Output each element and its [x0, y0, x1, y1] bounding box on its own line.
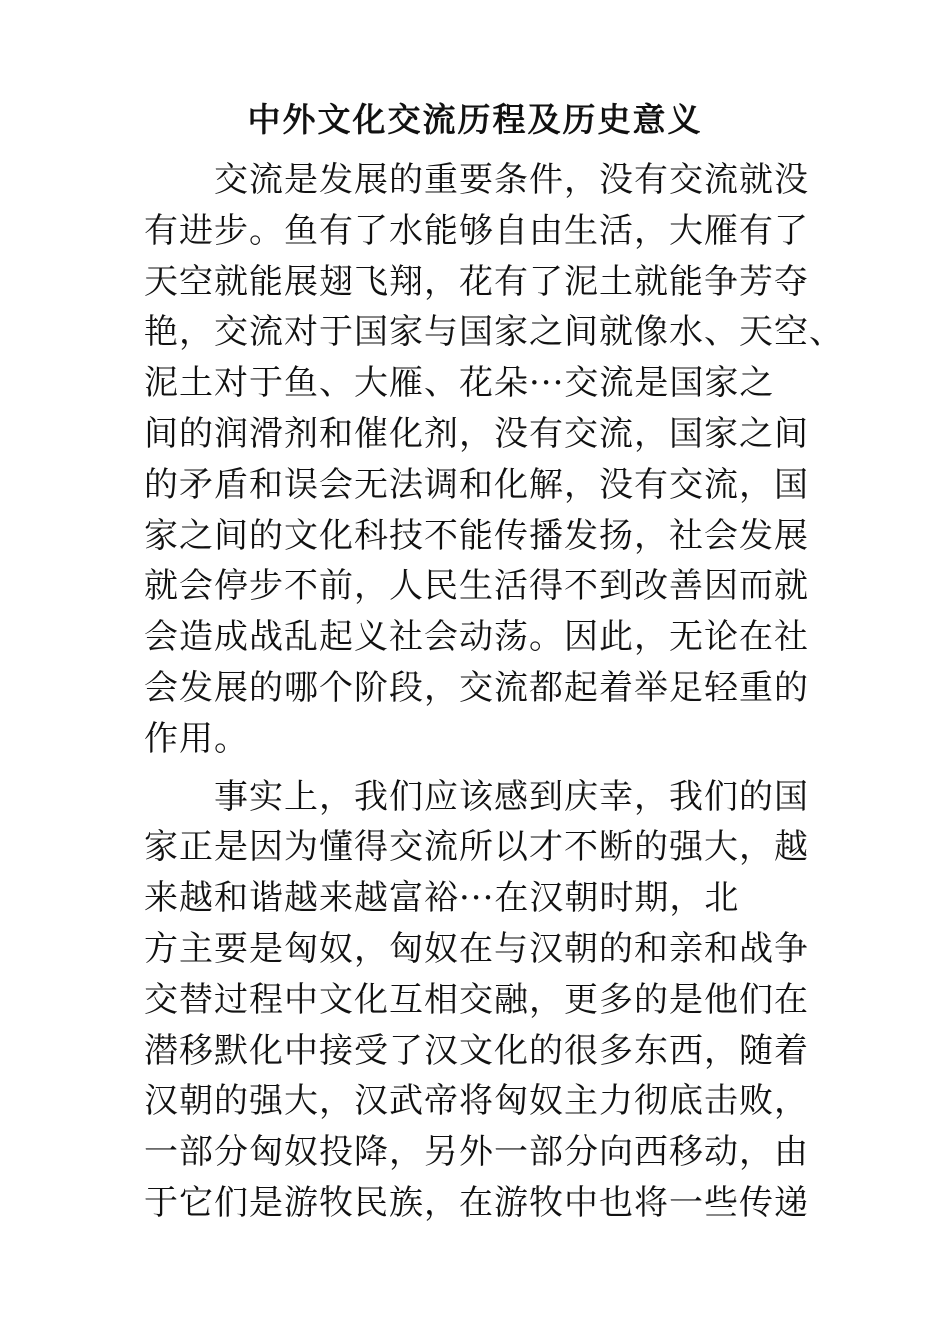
paragraph-line: 潜移默化中接受了汉文化的很多东西，随着: [144, 1030, 809, 1071]
paragraph-line: 泥土对于鱼、大雁、花朵···交流是国家之: [144, 363, 775, 404]
paragraph-line: 会造成战乱起义社会动荡。因此，无论在社: [144, 617, 809, 658]
document-body: [144, 155, 844, 1229]
paragraph-line: 艳，交流对于国家与国家之间就像水、天空、: [144, 312, 844, 353]
paragraph-line: 有进步。鱼有了水能够自由生活，大雁有了: [144, 210, 809, 251]
paragraph-line: 作用。: [144, 718, 249, 759]
paragraph-line: 会发展的哪个阶段，交流都起着举足轻重的: [144, 667, 809, 708]
paragraph-line: 一部分匈奴投降，另外一部分向西移动，由: [144, 1132, 809, 1173]
paragraph-line: 交流是发展的重要条件，没有交流就没: [214, 160, 809, 200]
paragraph-spacer: [144, 765, 814, 772]
paragraph-line: 间的润滑剂和催化剂，没有交流，国家之间: [144, 413, 809, 454]
paragraph-line: 汉朝的强大，汉武帝将匈奴主力彻底击败，: [144, 1081, 809, 1122]
paragraph-line: 来越和谐越来越富裕···在汉朝时期，北: [144, 878, 740, 919]
paragraph-line: 就会停步不前，人民生活得不到改善因而就: [144, 566, 809, 607]
paragraph-2: [144, 772, 814, 1229]
paragraph-line: 交替过程中文化互相交融，更多的是他们在: [144, 979, 809, 1020]
paragraph-1: [144, 155, 844, 765]
document-title: 中外文化交流历程及历史意义: [247, 100, 703, 139]
paragraph-line: 天空就能展翅飞翔，花有了泥土就能争芳夺: [144, 261, 809, 302]
paragraph-line: 事实上，我们应该感到庆幸，我们的国: [214, 776, 809, 817]
paragraph-line: 方主要是匈奴，匈奴在与汉朝的和亲和战争: [144, 928, 809, 969]
paragraph-line: 于它们是游牧民族，在游牧中也将一些传递: [144, 1182, 809, 1223]
paragraph-line: 家之间的文化科技不能传播发扬，社会发展: [144, 515, 809, 556]
paragraph-line: 的矛盾和误会无法调和化解，没有交流，国: [144, 464, 809, 505]
paragraph-line: 家正是因为懂得交流所以才不断的强大，越: [144, 827, 809, 868]
